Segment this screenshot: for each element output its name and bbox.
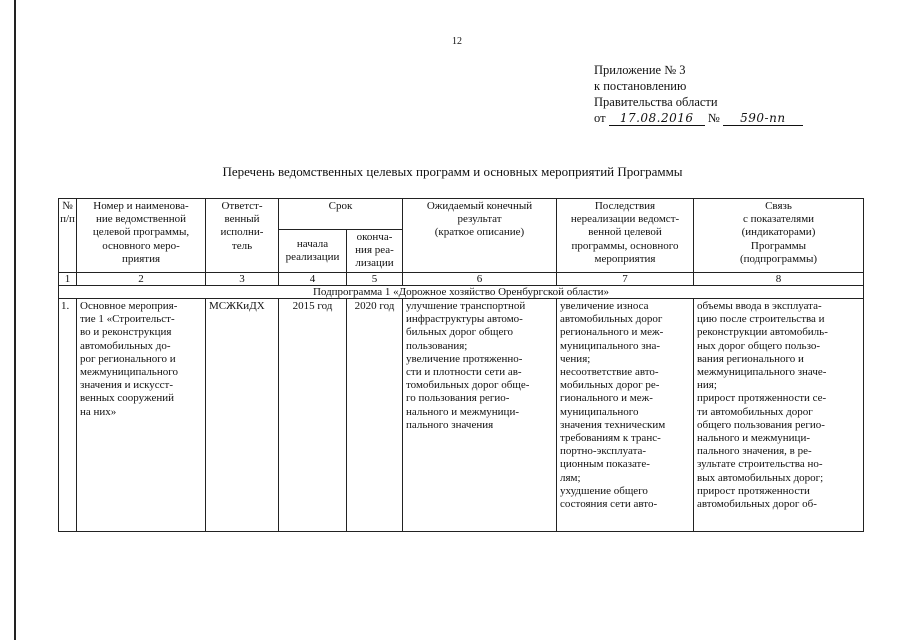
- programs-table: [58, 198, 864, 532]
- header-row-1: [59, 199, 864, 230]
- header-result: Ожидаемый конечный результат (краткое описание): [403, 199, 557, 273]
- row-start: 2015 год: [279, 299, 347, 532]
- no-label: №: [707, 111, 720, 125]
- handwritten-date: 17.08.2016: [609, 112, 705, 126]
- appendix-line1: Приложение № 3: [594, 63, 686, 77]
- row-link: объемы ввода в эксплуата- цию после строительства и реконструкции автомобиль- ных дорог общего пользо- вания регионального и межмуниципального значе- ния; прирост протяженности се- ти автомобильных дорог общего пользования регио- нального и межмуници- пального значения, в ре- зультате строительства но- вых автомобильных дорог; прирост протяженности автомобильных дорог об-: [694, 299, 864, 532]
- column-numbers-row: [59, 273, 864, 286]
- header-term: Срок: [279, 199, 403, 230]
- document-title: Перечень ведомственных целевых программ и основных мероприятий Программы: [222, 164, 683, 179]
- row-executor: МСЖКиДХ: [206, 299, 279, 532]
- row-name: Основное мероприя- тие 1 «Строительст- во и реконструкция автомобильных до- рог регионального и межмуниципального значения и искусст- венных сооружений на них»: [77, 299, 206, 532]
- col-number-1: 1: [59, 273, 77, 286]
- appendix-date-line: [594, 110, 803, 126]
- col-number-2: 2: [77, 273, 206, 286]
- table-row: [59, 299, 864, 532]
- page-margin-line: [14, 0, 16, 640]
- subprogram-row: [59, 286, 864, 299]
- col-number-7: 7: [557, 273, 694, 286]
- header-name: Номер и наименова- ние ведомственной целевой программы, основного меро- приятия: [77, 199, 206, 273]
- header-link: Связь с показателями (индикаторами) Программы (подпрограммы): [694, 199, 864, 273]
- row-result: улучшение транспортной инфраструктуры автомо- бильных дорог общего пользования; увеличение протяженно- сти и плотности сети ав- томобильных дорог обще- го пользования регио- нального и межмуници- пального значения: [403, 299, 557, 532]
- col-number-4: 4: [279, 273, 347, 286]
- col-number-3: 3: [206, 273, 279, 286]
- row-end: 2020 год: [347, 299, 403, 532]
- header-num: № п/п: [59, 199, 77, 273]
- ot-label: от: [594, 111, 606, 125]
- header-end: оконча- ния реа- лизации: [347, 230, 403, 273]
- handwritten-number: 590-пп: [723, 112, 803, 126]
- header-start: начала реализации: [279, 230, 347, 273]
- appendix-line3: Правительства области: [594, 95, 718, 109]
- col-number-5: 5: [347, 273, 403, 286]
- subprogram-title: Подпрограмма 1 «Дорожное хозяйство Оренбургской области»: [59, 286, 864, 299]
- col-number-6: 6: [403, 273, 557, 286]
- appendix-line2: к постановлению: [594, 79, 687, 93]
- header-consequences: Последствия нереализации ведомст- венной целевой программы, основного мероприятия: [557, 199, 694, 273]
- page-number: 12: [452, 36, 462, 47]
- header-executor: Ответст- венный исполни- тель: [206, 199, 279, 273]
- appendix-block: [594, 62, 803, 126]
- col-number-8: 8: [694, 273, 864, 286]
- row-consequences: увеличение износа автомобильных дорог регионального и меж- муниципального зна- чения; несоответствие авто- мобильных дорог ре- гионального и меж- муниципального значения техническим требованиям к транс- портно-эксплуата- ционным показате- лям; ухудшение общего состояния сети авто-: [557, 299, 694, 532]
- row-num: 1.: [59, 299, 77, 532]
